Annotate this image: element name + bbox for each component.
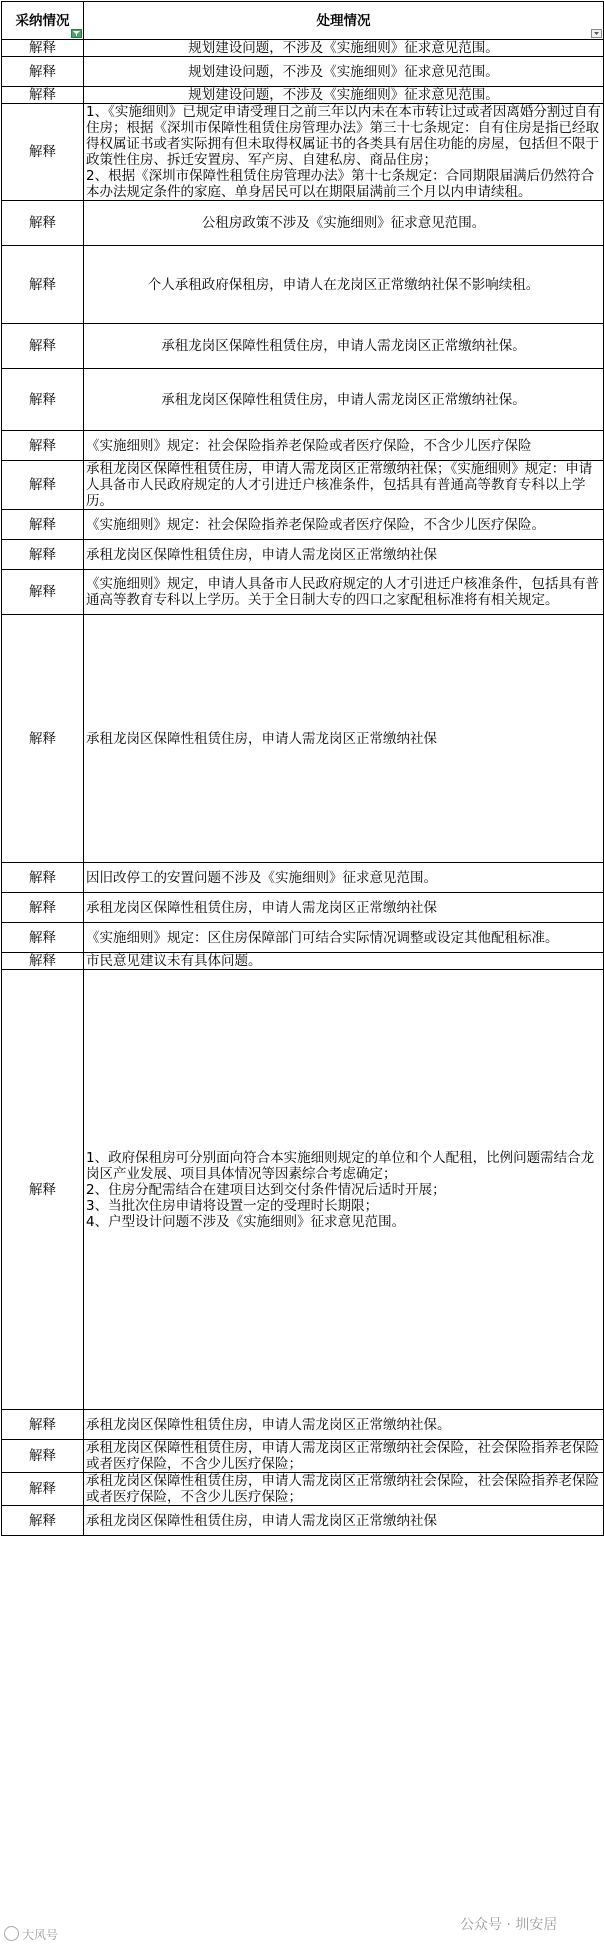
table-row: [2, 57, 604, 87]
handling-text-cell[interactable]: 承租龙岗区保障性租赁住房，申请人需龙岗区正常缴纳社保: [84, 1506, 604, 1536]
table-row: [2, 970, 604, 1410]
handling-text-cell[interactable]: 规划建设问题，不涉及《实施细则》征求意见范围。: [84, 40, 604, 57]
table-row: [2, 324, 604, 369]
adoption-status-cell[interactable]: 解释: [2, 57, 84, 87]
handling-text-cell[interactable]: 个人承租政府保租房，申请人在龙岗区正常缴纳社保不影响续租。: [84, 246, 604, 324]
handling-text-cell[interactable]: 承租龙岗区保障性租赁住房，申请人需龙岗区正常缴纳社保: [84, 615, 604, 863]
handling-text-cell[interactable]: 公租房政策不涉及《实施细则》征求意见范围。: [84, 201, 604, 246]
filter-active-icon[interactable]: [71, 29, 82, 38]
handling-text-cell[interactable]: 1、政府保租房可分别面向符合本实施细则规定的单位和个人配租，比例问题需结合龙岗区产业发展、项目具体情况等因素综合考虑确定； 2、住房分配需结合在建项目达到交付条件情况后适时开展； 3、当批次住房申请将设置一定的受理时长期限； 4、户型设计问题不涉及《实施细则》征求意见范围。: [84, 970, 604, 1410]
handling-text-cell[interactable]: 规划建设问题，不涉及《实施细则》征求意见范围。: [84, 57, 604, 87]
table-row: [2, 1410, 604, 1440]
table-row: [2, 570, 604, 615]
adoption-status-cell[interactable]: 解释: [2, 615, 84, 863]
adoption-status-cell[interactable]: 解释: [2, 104, 84, 201]
adoption-status-cell[interactable]: 解释: [2, 431, 84, 461]
handling-text-cell[interactable]: 承租龙岗区保障性租赁住房，申请人需龙岗区正常缴纳社保。: [84, 324, 604, 369]
handling-text-cell[interactable]: 《实施细则》规定：社会保险指养老保险或者医疗保险，不含少儿医疗保险。: [84, 510, 604, 540]
table-row: [2, 40, 604, 57]
adoption-status-cell[interactable]: 解释: [2, 570, 84, 615]
adoption-status-cell[interactable]: 解释: [2, 953, 84, 970]
watermark-logo-icon: [4, 1926, 19, 1941]
data-table: [1, 1, 604, 1536]
handling-text-cell[interactable]: 承租龙岗区保障性租赁住房，申请人需龙岗区正常缴纳社保；《实施细则》规定：申请人具备市人民政府规定的人才引进迁户核准条件，包括具有普通高等教育专科以上学历。: [84, 461, 604, 510]
col-header-adoption-label: 采纳情况: [15, 12, 70, 29]
adoption-status-cell[interactable]: 解释: [2, 87, 84, 104]
handling-text-cell[interactable]: 《实施细则》规定，申请人具备市人民政府规定的人才引进迁户核准条件，包括具有普通高等教育专科以上学历。关于全日制大专的四口之家配租标准将有相关规定。: [84, 570, 604, 615]
table-row: [2, 246, 604, 324]
adoption-status-cell[interactable]: 解释: [2, 893, 84, 923]
adoption-status-cell[interactable]: 解释: [2, 369, 84, 431]
handling-text-cell[interactable]: 规划建设问题，不涉及《实施细则》征求意见范围。: [84, 87, 604, 104]
table-row: [2, 1506, 604, 1536]
table-row: [2, 540, 604, 570]
handling-text-cell[interactable]: 市民意见建议未有具体问题。: [84, 953, 604, 970]
filter-dropdown-icon[interactable]: [591, 29, 602, 38]
handling-text-cell[interactable]: 因旧改停工的安置问题不涉及《实施细则》征求意见范围。: [84, 863, 604, 893]
handling-text-cell[interactable]: 承租龙岗区保障性租赁住房，申请人需龙岗区正常缴纳社保: [84, 893, 604, 923]
adoption-status-cell[interactable]: 解释: [2, 40, 84, 57]
handling-text-cell[interactable]: 承租龙岗区保障性租赁住房，申请人需龙岗区正常缴纳社会保险，社会保险指养老保险或者医疗保险，不含少儿医疗保险；: [84, 1473, 604, 1506]
adoption-status-cell[interactable]: 解释: [2, 1410, 84, 1440]
table-row: [2, 104, 604, 201]
header-row: [2, 2, 604, 40]
table-row: [2, 1440, 604, 1473]
table-row: [2, 615, 604, 863]
watermark-left: 大风号: [4, 1926, 58, 1943]
handling-text-cell[interactable]: 承租龙岗区保障性租赁住房，申请人需龙岗区正常缴纳社保: [84, 540, 604, 570]
col-header-handling[interactable]: [84, 2, 604, 40]
watermark-right: 公众号 · 圳安居: [460, 1917, 558, 1933]
table-row: [2, 369, 604, 431]
adoption-status-cell[interactable]: 解释: [2, 970, 84, 1410]
handling-text-cell[interactable]: 承租龙岗区保障性租赁住房，申请人需龙岗区正常缴纳社保。: [84, 1410, 604, 1440]
table-row: [2, 510, 604, 540]
col-header-handling-label: 处理情况: [316, 12, 371, 29]
table-row: [2, 1473, 604, 1506]
adoption-status-cell[interactable]: 解释: [2, 1473, 84, 1506]
table-row: [2, 953, 604, 970]
table-row: [2, 923, 604, 953]
handling-text-cell[interactable]: 《实施细则》规定：区住房保障部门可结合实际情况调整或设定其他配租标准。: [84, 923, 604, 953]
handling-text-cell[interactable]: 《实施细则》规定：社会保险指养老保险或者医疗保险，不含少儿医疗保险: [84, 431, 604, 461]
adoption-status-cell[interactable]: 解释: [2, 923, 84, 953]
table-row: [2, 201, 604, 246]
table-row: [2, 863, 604, 893]
adoption-status-cell[interactable]: 解释: [2, 461, 84, 510]
adoption-status-cell[interactable]: 解释: [2, 863, 84, 893]
adoption-status-cell[interactable]: 解释: [2, 540, 84, 570]
adoption-status-cell[interactable]: 解释: [2, 201, 84, 246]
table-row: [2, 431, 604, 461]
table-row: [2, 893, 604, 923]
adoption-status-cell[interactable]: 解释: [2, 324, 84, 369]
table-row: [2, 87, 604, 104]
handling-text-cell[interactable]: 1、《实施细则》已规定申请受理日之前三年以内未在本市转让过或者因离婚分割过自有住房；根据《深圳市保障性租赁住房管理办法》第三十七条规定：自有住房是指已经取得权属证书或者实际拥有但未取得权属证书的各类具有居住功能的房屋，包括但不限于政策性住房、拆迁安置房、军产房、自建私房、商品住房； 2、根据《深圳市保障性租赁住房管理办法》第十七条规定：合同期限届满后仍然符合本办法规定条件的家庭、单身居民可以在期限届满前三个月以内申请续租。: [84, 104, 604, 201]
adoption-status-cell[interactable]: 解释: [2, 1506, 84, 1536]
handling-text-cell[interactable]: 承租龙岗区保障性租赁住房，申请人需龙岗区正常缴纳社保。: [84, 369, 604, 431]
handling-text-cell[interactable]: 承租龙岗区保障性租赁住房，申请人需龙岗区正常缴纳社会保险，社会保险指养老保险或者医疗保险，不含少儿医疗保险；: [84, 1440, 604, 1473]
col-header-adoption[interactable]: [2, 2, 84, 40]
adoption-status-cell[interactable]: 解释: [2, 1440, 84, 1473]
table-row: [2, 461, 604, 510]
adoption-status-cell[interactable]: 解释: [2, 510, 84, 540]
adoption-status-cell[interactable]: 解释: [2, 246, 84, 324]
